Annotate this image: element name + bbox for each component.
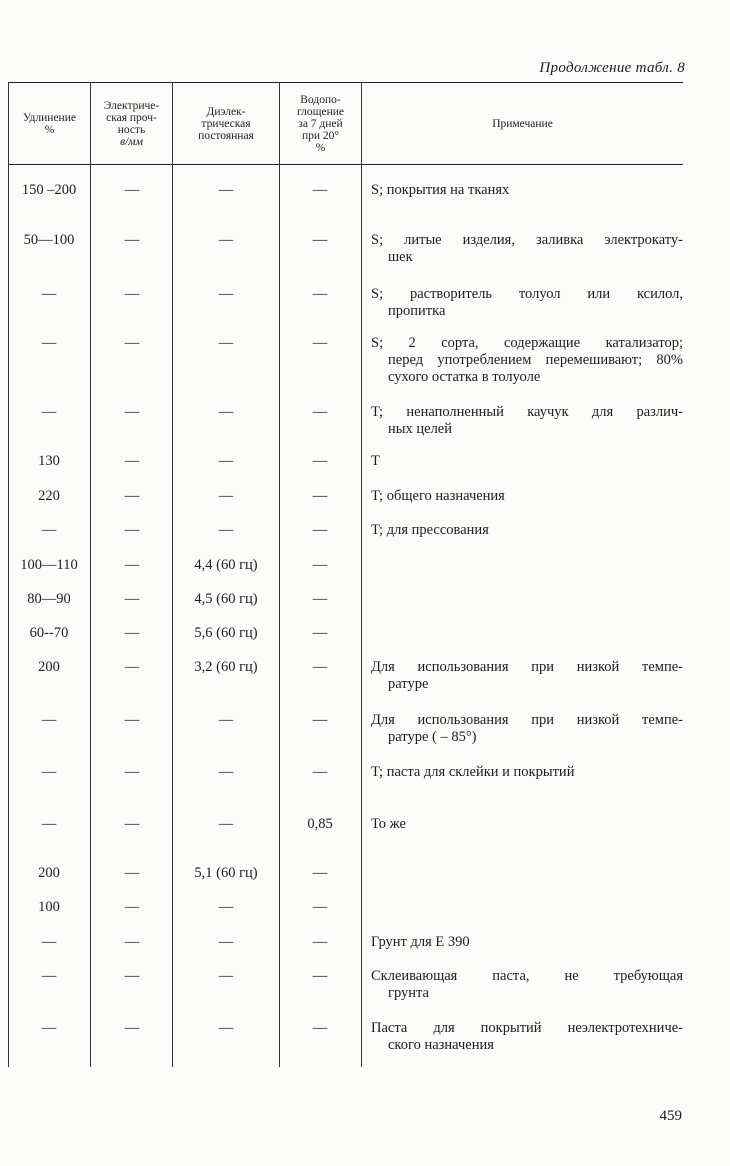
note-line: То же	[371, 816, 406, 832]
cell-dielectric: 3,2 (60 гц)	[194, 659, 258, 675]
cell-strength: —	[124, 934, 140, 950]
cell-elong: 100—110	[20, 557, 78, 573]
cell-note	[371, 286, 683, 320]
cell-dielectric: —	[218, 816, 234, 832]
cell-water: 0,85	[307, 816, 333, 832]
note-continuation: перед употреблением перемешивают; 80% сухого остатка в толуоле	[388, 352, 683, 385]
cell-water: —	[312, 232, 328, 248]
note-line: Грунт для E 390	[371, 934, 470, 950]
cell-water: —	[312, 899, 328, 915]
cell-water: —	[312, 968, 328, 984]
note-continuation: ратуре ( – 85°)	[388, 729, 477, 745]
cell-note	[371, 934, 683, 951]
cell-water: —	[312, 764, 328, 780]
note-continuation: шек	[388, 249, 413, 265]
cell-elong: —	[41, 816, 57, 832]
cell-note	[371, 232, 683, 266]
note-line: S; 2 сорта, содержащие катализатор;	[371, 335, 683, 351]
cell-note	[371, 816, 683, 833]
cell-strength: —	[124, 764, 140, 780]
cell-elong: 100	[38, 899, 60, 915]
note-line: Для использования при низкой темпе-	[371, 659, 683, 675]
cell-elong: —	[41, 335, 57, 351]
cell-note	[371, 659, 683, 693]
column-header-dielectric-constant: Диэлек- трическая постоянная	[198, 106, 254, 142]
cell-water: —	[312, 659, 328, 675]
cell-strength: —	[124, 404, 140, 420]
cell-water: —	[312, 712, 328, 728]
column-divider	[172, 82, 173, 1067]
cell-water: —	[312, 286, 328, 302]
cell-elong: 200	[38, 865, 60, 881]
column-header-dielectric-strength: Электриче- ская проч- ность в/мм	[103, 100, 160, 148]
cell-dielectric: —	[218, 899, 234, 915]
cell-elong: 130	[38, 453, 60, 469]
cell-elong: —	[41, 968, 57, 984]
unit-label: в/мм	[120, 136, 143, 148]
cell-note	[371, 404, 683, 438]
column-header-note: Примечание	[492, 118, 553, 130]
cell-elong: 80—90	[27, 591, 71, 607]
cell-elong: 200	[38, 659, 60, 675]
cell-note	[371, 764, 683, 781]
cell-dielectric: —	[218, 453, 234, 469]
cell-dielectric: —	[218, 712, 234, 728]
cell-note	[371, 335, 683, 386]
cell-note	[371, 488, 683, 505]
cell-note	[371, 522, 683, 539]
cell-note	[371, 1020, 683, 1054]
cell-elong: 50—100	[23, 232, 75, 248]
cell-strength: —	[124, 557, 140, 573]
cell-strength: —	[124, 899, 140, 915]
cell-dielectric: —	[218, 968, 234, 984]
cell-dielectric: —	[218, 488, 234, 504]
note-continuation: пропитка	[388, 303, 446, 319]
note-continuation: ратуре	[388, 676, 429, 692]
note-line: Паста для покрытий неэлектротехниче-	[371, 1020, 683, 1036]
cell-note	[371, 712, 683, 746]
cell-strength: —	[124, 1020, 140, 1036]
cell-dielectric: 4,5 (60 гц)	[194, 591, 258, 607]
cell-strength: —	[124, 591, 140, 607]
column-divider	[279, 82, 280, 1067]
note-line: Для использования при низкой темпе-	[371, 712, 683, 728]
cell-strength: —	[124, 232, 140, 248]
cell-water: —	[312, 591, 328, 607]
cell-water: —	[312, 625, 328, 641]
column-divider	[361, 82, 362, 1067]
column-divider	[8, 82, 9, 1067]
column-divider	[90, 82, 91, 1067]
cell-strength: —	[124, 659, 140, 675]
cell-dielectric: —	[218, 764, 234, 780]
cell-elong: —	[41, 522, 57, 538]
cell-elong: —	[41, 286, 57, 302]
cell-dielectric: —	[218, 335, 234, 351]
cell-dielectric: —	[218, 404, 234, 420]
cell-dielectric: —	[218, 522, 234, 538]
cell-water: —	[312, 182, 328, 198]
cell-elong: —	[41, 934, 57, 950]
note-line: T; для прессования	[371, 522, 489, 538]
cell-elong: —	[41, 404, 57, 420]
note-line: T; общего назначения	[371, 488, 505, 504]
cell-water: —	[312, 488, 328, 504]
note-continuation: грунта	[388, 985, 429, 1001]
cell-water: —	[312, 1020, 328, 1036]
note-line: S; литые изделия, заливка электрокату-	[371, 232, 683, 248]
cell-note	[371, 182, 683, 199]
cell-strength: —	[124, 522, 140, 538]
cell-elong: 150 –200	[21, 182, 77, 198]
cell-dielectric: 5,6 (60 гц)	[194, 625, 258, 641]
cell-water: —	[312, 934, 328, 950]
note-line: S; растворитель толуол или ксилол,	[371, 286, 683, 302]
cell-strength: —	[124, 182, 140, 198]
cell-strength: —	[124, 865, 140, 881]
cell-water: —	[312, 404, 328, 420]
cell-elong: —	[41, 712, 57, 728]
cell-water: —	[312, 522, 328, 538]
cell-strength: —	[124, 488, 140, 504]
table-continuation-caption: Продолжение табл. 8	[539, 60, 685, 76]
cell-elong: 220	[38, 488, 60, 504]
cell-water: —	[312, 865, 328, 881]
cell-strength: —	[124, 968, 140, 984]
note-continuation: ных целей	[388, 421, 453, 437]
cell-elong: 60--70	[29, 625, 69, 641]
cell-dielectric: —	[218, 934, 234, 950]
cell-dielectric: —	[218, 1020, 234, 1036]
cell-strength: —	[124, 816, 140, 832]
note-line: T	[371, 453, 380, 469]
note-continuation: ского назначения	[388, 1037, 494, 1053]
cell-note	[371, 453, 683, 470]
cell-dielectric: —	[218, 232, 234, 248]
cell-strength: —	[124, 335, 140, 351]
cell-strength: —	[124, 286, 140, 302]
note-line: T; паста для склейки и покрытий	[371, 764, 575, 780]
column-header-elongation: Удлинение %	[23, 112, 76, 136]
cell-strength: —	[124, 625, 140, 641]
cell-water: —	[312, 453, 328, 469]
cell-dielectric: 4,4 (60 гц)	[194, 557, 258, 573]
cell-note	[371, 968, 683, 1002]
cell-strength: —	[124, 453, 140, 469]
cell-water: —	[312, 335, 328, 351]
note-line: Склеивающая паста, не требующая	[371, 968, 683, 984]
table-header-rule	[8, 164, 683, 165]
note-line: T; ненаполненный каучук для различ-	[371, 404, 683, 420]
cell-elong: —	[41, 1020, 57, 1036]
cell-dielectric: —	[218, 182, 234, 198]
column-header-water-absorption: Водопо- глощение за 7 дней при 20° %	[297, 94, 344, 154]
cell-dielectric: 5,1 (60 гц)	[194, 865, 258, 881]
cell-dielectric: —	[218, 286, 234, 302]
page-number: 459	[659, 1108, 682, 1124]
note-line: S; покрытия на тканях	[371, 182, 510, 198]
cell-elong: —	[41, 764, 57, 780]
cell-strength: —	[124, 712, 140, 728]
table-top-rule	[8, 82, 683, 83]
cell-water: —	[312, 557, 328, 573]
